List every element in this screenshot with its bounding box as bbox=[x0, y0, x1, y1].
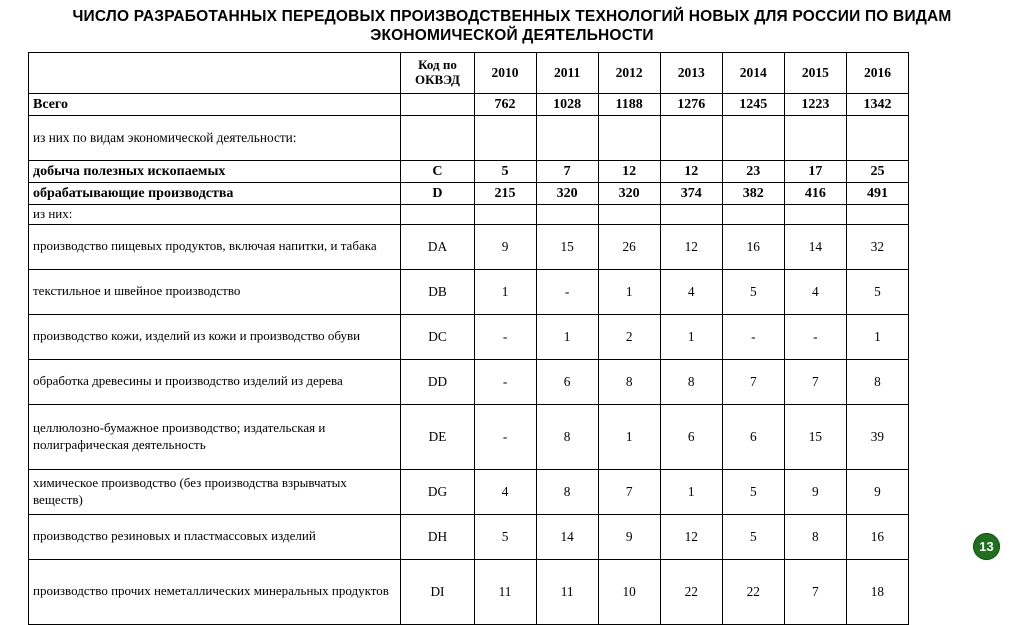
cell-2015: 17 bbox=[784, 161, 846, 183]
table-row bbox=[29, 514, 909, 559]
cell-2011: 6 bbox=[536, 359, 598, 404]
cell-2011: 320 bbox=[536, 183, 598, 205]
header-year-2013: 2013 bbox=[660, 53, 722, 94]
cell-2016: 18 bbox=[846, 559, 908, 624]
row-code: D bbox=[401, 183, 474, 205]
cell-2012: 8 bbox=[598, 359, 660, 404]
row-label: из них: bbox=[29, 205, 401, 225]
cell-2012: 7 bbox=[598, 469, 660, 514]
cell-2012: 1 bbox=[598, 269, 660, 314]
cell-2014: - bbox=[722, 314, 784, 359]
cell-2014: 1245 bbox=[722, 94, 784, 116]
technologies-table bbox=[28, 52, 909, 625]
cell-2012: 26 bbox=[598, 224, 660, 269]
cell-2010: 5 bbox=[474, 161, 536, 183]
cell-2015: 7 bbox=[784, 359, 846, 404]
cell-2015: - bbox=[784, 314, 846, 359]
cell-2014: 16 bbox=[722, 224, 784, 269]
cell-2016: 491 bbox=[846, 183, 908, 205]
row-label: производство резиновых и пластмассовых изделий bbox=[29, 514, 401, 559]
cell-2012 bbox=[598, 116, 660, 161]
cell-2015: 9 bbox=[784, 469, 846, 514]
cell-2016: 8 bbox=[846, 359, 908, 404]
cell-2016: 32 bbox=[846, 224, 908, 269]
header-year-2014: 2014 bbox=[722, 53, 784, 94]
cell-2016: 5 bbox=[846, 269, 908, 314]
header-year-2011: 2011 bbox=[536, 53, 598, 94]
cell-2013: 12 bbox=[660, 514, 722, 559]
row-code: DE bbox=[401, 404, 474, 469]
cell-2014: 5 bbox=[722, 514, 784, 559]
table-body bbox=[29, 94, 909, 625]
cell-2014: 382 bbox=[722, 183, 784, 205]
header-name bbox=[29, 53, 401, 94]
table-row bbox=[29, 404, 909, 469]
cell-2014 bbox=[722, 205, 784, 225]
row-label: химическое производство (без производства взрывчатых веществ) bbox=[29, 469, 401, 514]
row-label: производство пищевых продуктов, включая напитки, и табака bbox=[29, 224, 401, 269]
cell-2014: 7 bbox=[722, 359, 784, 404]
page-number-badge: 13 bbox=[973, 533, 1000, 560]
cell-2016: 1342 bbox=[846, 94, 908, 116]
cell-2012: 9 bbox=[598, 514, 660, 559]
cell-2012 bbox=[598, 205, 660, 225]
cell-2016: 39 bbox=[846, 404, 908, 469]
table-row bbox=[29, 269, 909, 314]
cell-2016 bbox=[846, 116, 908, 161]
cell-2012: 320 bbox=[598, 183, 660, 205]
row-label: текстильное и швейное производство bbox=[29, 269, 401, 314]
header-year-2010: 2010 bbox=[474, 53, 536, 94]
row-code bbox=[401, 94, 474, 116]
cell-2011: 1028 bbox=[536, 94, 598, 116]
row-code: DH bbox=[401, 514, 474, 559]
cell-2011 bbox=[536, 116, 598, 161]
cell-2014: 6 bbox=[722, 404, 784, 469]
row-label: целлюлозно-бумажное производство; издательская и полиграфическая деятельность bbox=[29, 404, 401, 469]
row-code: DB bbox=[401, 269, 474, 314]
cell-2016: 25 bbox=[846, 161, 908, 183]
table-row bbox=[29, 559, 909, 624]
row-code: C bbox=[401, 161, 474, 183]
row-code: DC bbox=[401, 314, 474, 359]
cell-2015: 14 bbox=[784, 224, 846, 269]
row-label: производство прочих неметаллических минеральных продуктов bbox=[29, 559, 401, 624]
table-row bbox=[29, 469, 909, 514]
cell-2010: 11 bbox=[474, 559, 536, 624]
cell-2011: 11 bbox=[536, 559, 598, 624]
row-label: производство кожи, изделий из кожи и производство обуви bbox=[29, 314, 401, 359]
cell-2014: 22 bbox=[722, 559, 784, 624]
cell-2016: 16 bbox=[846, 514, 908, 559]
cell-2014: 5 bbox=[722, 269, 784, 314]
cell-2012: 1188 bbox=[598, 94, 660, 116]
table-row bbox=[29, 314, 909, 359]
row-code: DA bbox=[401, 224, 474, 269]
table-row bbox=[29, 224, 909, 269]
cell-2010: 215 bbox=[474, 183, 536, 205]
header-code: Код по ОКВЭД bbox=[401, 53, 474, 94]
cell-2016: 9 bbox=[846, 469, 908, 514]
cell-2014 bbox=[722, 116, 784, 161]
cell-2013 bbox=[660, 116, 722, 161]
row-label: обработка древесины и производство изделий из дерева bbox=[29, 359, 401, 404]
cell-2013 bbox=[660, 205, 722, 225]
cell-2013: 1 bbox=[660, 469, 722, 514]
row-label: Всего bbox=[29, 94, 401, 116]
cell-2014: 23 bbox=[722, 161, 784, 183]
table-row bbox=[29, 94, 909, 116]
cell-2015: 7 bbox=[784, 559, 846, 624]
cell-2010 bbox=[474, 205, 536, 225]
cell-2015 bbox=[784, 205, 846, 225]
cell-2015: 416 bbox=[784, 183, 846, 205]
cell-2010: - bbox=[474, 314, 536, 359]
cell-2010: - bbox=[474, 404, 536, 469]
cell-2010: 9 bbox=[474, 224, 536, 269]
cell-2011: 14 bbox=[536, 514, 598, 559]
cell-2012: 2 bbox=[598, 314, 660, 359]
table-container bbox=[28, 52, 909, 625]
cell-2012: 12 bbox=[598, 161, 660, 183]
header-year-2016: 2016 bbox=[846, 53, 908, 94]
row-label: добыча полезных ископаемых bbox=[29, 161, 401, 183]
cell-2013: 374 bbox=[660, 183, 722, 205]
cell-2011: 8 bbox=[536, 469, 598, 514]
cell-2015: 1223 bbox=[784, 94, 846, 116]
cell-2015: 8 bbox=[784, 514, 846, 559]
table-row bbox=[29, 161, 909, 183]
table-row bbox=[29, 205, 909, 225]
cell-2010: 5 bbox=[474, 514, 536, 559]
cell-2013: 1276 bbox=[660, 94, 722, 116]
cell-2013: 12 bbox=[660, 224, 722, 269]
table-row bbox=[29, 183, 909, 205]
cell-2011: - bbox=[536, 269, 598, 314]
cell-2011: 15 bbox=[536, 224, 598, 269]
cell-2015: 4 bbox=[784, 269, 846, 314]
cell-2016 bbox=[846, 205, 908, 225]
cell-2011: 1 bbox=[536, 314, 598, 359]
cell-2010: 4 bbox=[474, 469, 536, 514]
cell-2014: 5 bbox=[722, 469, 784, 514]
cell-2010 bbox=[474, 116, 536, 161]
table-row bbox=[29, 359, 909, 404]
cell-2011: 7 bbox=[536, 161, 598, 183]
cell-2010: 1 bbox=[474, 269, 536, 314]
row-code: DI bbox=[401, 559, 474, 624]
cell-2013: 1 bbox=[660, 314, 722, 359]
cell-2013: 6 bbox=[660, 404, 722, 469]
row-code: DD bbox=[401, 359, 474, 404]
cell-2013: 8 bbox=[660, 359, 722, 404]
header-year-2012: 2012 bbox=[598, 53, 660, 94]
cell-2013: 22 bbox=[660, 559, 722, 624]
page-title: ЧИСЛО РАЗРАБОТАННЫХ ПЕРЕДОВЫХ ПРОИЗВОДСТВЕННЫХ ТЕХНОЛОГИЙ НОВЫХ ДЛЯ РОССИИ ПО ВИДАМ ЭКОНОМИЧЕСКОЙ ДЕЯТЕЛЬНОСТИ bbox=[72, 8, 952, 45]
cell-2016: 1 bbox=[846, 314, 908, 359]
cell-2010: - bbox=[474, 359, 536, 404]
cell-2010: 762 bbox=[474, 94, 536, 116]
cell-2013: 4 bbox=[660, 269, 722, 314]
row-code bbox=[401, 205, 474, 225]
cell-2012: 10 bbox=[598, 559, 660, 624]
row-code: DG bbox=[401, 469, 474, 514]
row-label: из них по видам экономической деятельности: bbox=[29, 116, 401, 161]
cell-2015: 15 bbox=[784, 404, 846, 469]
cell-2012: 1 bbox=[598, 404, 660, 469]
table-header bbox=[29, 53, 909, 94]
row-code bbox=[401, 116, 474, 161]
cell-2013: 12 bbox=[660, 161, 722, 183]
cell-2015 bbox=[784, 116, 846, 161]
cell-2011 bbox=[536, 205, 598, 225]
row-label: обрабатывающие производства bbox=[29, 183, 401, 205]
table-row bbox=[29, 116, 909, 161]
header-year-2015: 2015 bbox=[784, 53, 846, 94]
cell-2011: 8 bbox=[536, 404, 598, 469]
